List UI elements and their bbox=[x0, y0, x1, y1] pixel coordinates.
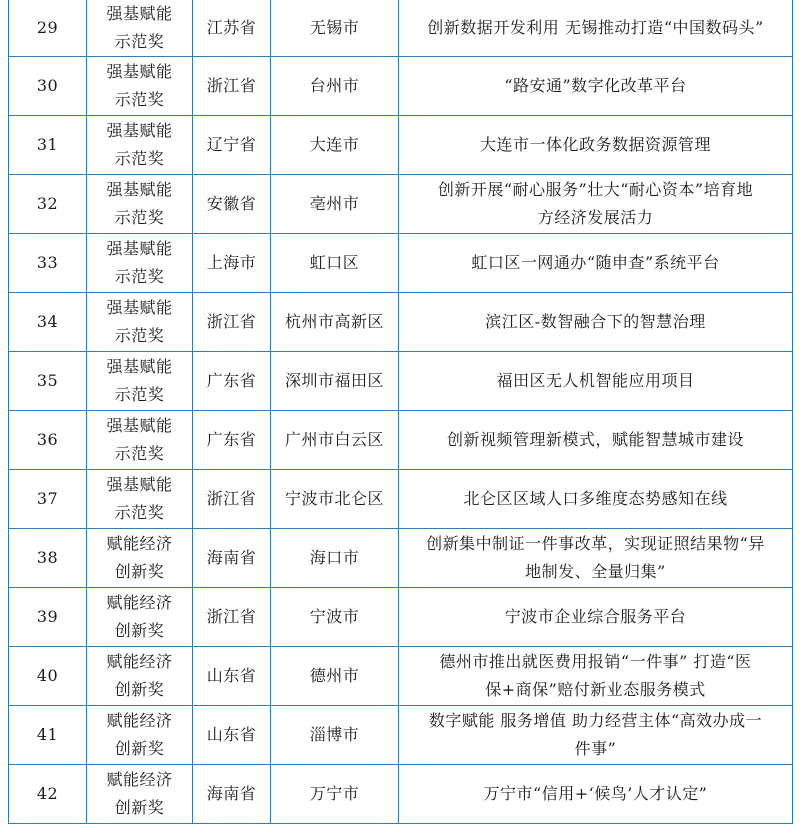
award-text: 强基赋能 bbox=[106, 239, 173, 258]
project-text: 北仑区区域人口多维度态势感知在线 bbox=[463, 489, 728, 508]
project-text: 方经济发展活力 bbox=[537, 208, 654, 227]
award-text: 强基赋能 bbox=[106, 62, 173, 81]
row-number: 32 bbox=[9, 175, 87, 234]
city-cell: 大连市 bbox=[271, 116, 399, 175]
table-row bbox=[9, 706, 793, 765]
award-cell bbox=[87, 175, 193, 234]
project-cell bbox=[399, 647, 793, 706]
award-cell bbox=[87, 57, 193, 116]
award-text: 创新奖 bbox=[114, 621, 165, 640]
award-text: 强基赋能 bbox=[106, 121, 173, 140]
project-text: 数字赋能 服务增值 助力经营主体“高效办成一 bbox=[428, 711, 763, 730]
award-text: 示范奖 bbox=[114, 149, 165, 168]
project-cell bbox=[399, 352, 793, 411]
province-cell: 上海市 bbox=[193, 234, 271, 293]
award-cell bbox=[87, 647, 193, 706]
province-cell: 辽宁省 bbox=[193, 116, 271, 175]
province-cell: 海南省 bbox=[193, 765, 271, 824]
award-text: 赋能经济 bbox=[106, 770, 173, 789]
project-text: 大连市一体化政务数据资源管理 bbox=[479, 135, 711, 154]
row-number: 42 bbox=[9, 765, 87, 824]
award-text: 示范奖 bbox=[114, 90, 165, 109]
project-text: 创新视频管理新模式，赋能智慧城市建设 bbox=[446, 430, 744, 449]
row-number: 38 bbox=[9, 529, 87, 588]
award-cell bbox=[87, 0, 193, 57]
award-cell bbox=[87, 411, 193, 470]
award-text: 赋能经济 bbox=[106, 652, 173, 671]
city-cell: 杭州市高新区 bbox=[271, 293, 399, 352]
row-number: 35 bbox=[9, 352, 87, 411]
city-cell: 海口市 bbox=[271, 529, 399, 588]
project-cell bbox=[399, 588, 793, 647]
project-text: 滨江区-数智融合下的智慧治理 bbox=[485, 312, 706, 331]
award-cell bbox=[87, 234, 193, 293]
project-cell bbox=[399, 175, 793, 234]
table-row bbox=[9, 352, 793, 411]
project-cell bbox=[399, 470, 793, 529]
row-number: 37 bbox=[9, 470, 87, 529]
project-text: 万宁市“信用+‘候鸟’人才认定” bbox=[483, 784, 708, 803]
project-text: 保+商保”赔付新业态服务模式 bbox=[485, 680, 706, 699]
project-text: “路安通”数字化改革平台 bbox=[504, 76, 687, 95]
table-row bbox=[9, 765, 793, 824]
award-cell bbox=[87, 765, 193, 824]
project-text: 创新开展“耐心服务”壮大“耐心资本”培育地 bbox=[437, 180, 754, 199]
row-number: 30 bbox=[9, 57, 87, 116]
row-number: 34 bbox=[9, 293, 87, 352]
province-cell: 浙江省 bbox=[193, 293, 271, 352]
project-cell bbox=[399, 234, 793, 293]
city-cell: 亳州市 bbox=[271, 175, 399, 234]
table-row bbox=[9, 116, 793, 175]
province-cell: 山东省 bbox=[193, 706, 271, 765]
city-cell: 广州市白云区 bbox=[271, 411, 399, 470]
project-text: 宁波市企业综合服务平台 bbox=[504, 607, 687, 626]
province-cell: 浙江省 bbox=[193, 57, 271, 116]
award-text: 示范奖 bbox=[114, 444, 165, 463]
city-cell: 宁波市 bbox=[271, 588, 399, 647]
province-cell: 广东省 bbox=[193, 352, 271, 411]
table-row bbox=[9, 529, 793, 588]
award-cell bbox=[87, 352, 193, 411]
table-row bbox=[9, 588, 793, 647]
province-cell: 海南省 bbox=[193, 529, 271, 588]
project-text: 创新集中制证一件事改革，实现证照结果物“异 bbox=[426, 534, 765, 553]
award-text: 强基赋能 bbox=[106, 416, 173, 435]
project-text: 德州市推出就医费用报销“一件事” 打造“医 bbox=[439, 652, 752, 671]
city-cell: 无锡市 bbox=[271, 0, 399, 57]
award-text: 赋能经济 bbox=[106, 593, 173, 612]
table-row bbox=[9, 0, 793, 57]
province-cell: 浙江省 bbox=[193, 588, 271, 647]
award-cell bbox=[87, 529, 193, 588]
award-text: 示范奖 bbox=[114, 208, 165, 227]
award-text: 示范奖 bbox=[114, 267, 165, 286]
project-text: 件事” bbox=[574, 739, 617, 758]
award-cell bbox=[87, 293, 193, 352]
award-text: 示范奖 bbox=[114, 385, 165, 404]
project-text: 虹口区一网通办“随申查”系统平台 bbox=[471, 253, 720, 272]
award-text: 创新奖 bbox=[114, 798, 165, 817]
project-text: 创新数据开发利用 无锡推动打造“中国数码头” bbox=[427, 18, 764, 37]
city-cell: 虹口区 bbox=[271, 234, 399, 293]
project-cell bbox=[399, 116, 793, 175]
row-number: 40 bbox=[9, 647, 87, 706]
award-text: 强基赋能 bbox=[106, 357, 173, 376]
city-cell: 万宁市 bbox=[271, 765, 399, 824]
project-cell bbox=[399, 293, 793, 352]
table-row bbox=[9, 175, 793, 234]
awards-table bbox=[8, 0, 793, 824]
award-text: 赋能经济 bbox=[106, 534, 173, 553]
row-number: 41 bbox=[9, 706, 87, 765]
province-cell: 广东省 bbox=[193, 411, 271, 470]
award-text: 赋能经济 bbox=[106, 711, 173, 730]
table-row bbox=[9, 470, 793, 529]
province-cell: 江苏省 bbox=[193, 0, 271, 57]
award-text: 创新奖 bbox=[114, 680, 165, 699]
row-number: 31 bbox=[9, 116, 87, 175]
city-cell: 台州市 bbox=[271, 57, 399, 116]
award-cell bbox=[87, 470, 193, 529]
award-cell bbox=[87, 116, 193, 175]
award-text: 示范奖 bbox=[114, 326, 165, 345]
table-row bbox=[9, 411, 793, 470]
row-number: 36 bbox=[9, 411, 87, 470]
project-cell bbox=[399, 411, 793, 470]
city-cell: 深圳市福田区 bbox=[271, 352, 399, 411]
award-text: 创新奖 bbox=[114, 562, 165, 581]
project-text: 福田区无人机智能应用项目 bbox=[496, 371, 695, 390]
award-text: 示范奖 bbox=[114, 32, 165, 51]
award-text: 创新奖 bbox=[114, 739, 165, 758]
project-cell bbox=[399, 529, 793, 588]
row-number: 39 bbox=[9, 588, 87, 647]
project-text: 地制发、全量归集” bbox=[525, 562, 666, 581]
table-row bbox=[9, 57, 793, 116]
award-text: 强基赋能 bbox=[106, 4, 173, 23]
province-cell: 浙江省 bbox=[193, 470, 271, 529]
table-row bbox=[9, 293, 793, 352]
award-cell bbox=[87, 588, 193, 647]
province-cell: 山东省 bbox=[193, 647, 271, 706]
city-cell: 宁波市北仑区 bbox=[271, 470, 399, 529]
table-row bbox=[9, 647, 793, 706]
award-cell bbox=[87, 706, 193, 765]
award-text: 示范奖 bbox=[114, 503, 165, 522]
row-number: 33 bbox=[9, 234, 87, 293]
table-row bbox=[9, 234, 793, 293]
project-cell bbox=[399, 0, 793, 57]
project-cell bbox=[399, 57, 793, 116]
province-cell: 安徽省 bbox=[193, 175, 271, 234]
city-cell: 淄博市 bbox=[271, 706, 399, 765]
award-text: 强基赋能 bbox=[106, 298, 173, 317]
award-text: 强基赋能 bbox=[106, 475, 173, 494]
award-text: 强基赋能 bbox=[106, 180, 173, 199]
project-cell bbox=[399, 706, 793, 765]
project-cell bbox=[399, 765, 793, 824]
awards-table-body bbox=[9, 0, 793, 824]
city-cell: 德州市 bbox=[271, 647, 399, 706]
row-number: 29 bbox=[9, 0, 87, 57]
